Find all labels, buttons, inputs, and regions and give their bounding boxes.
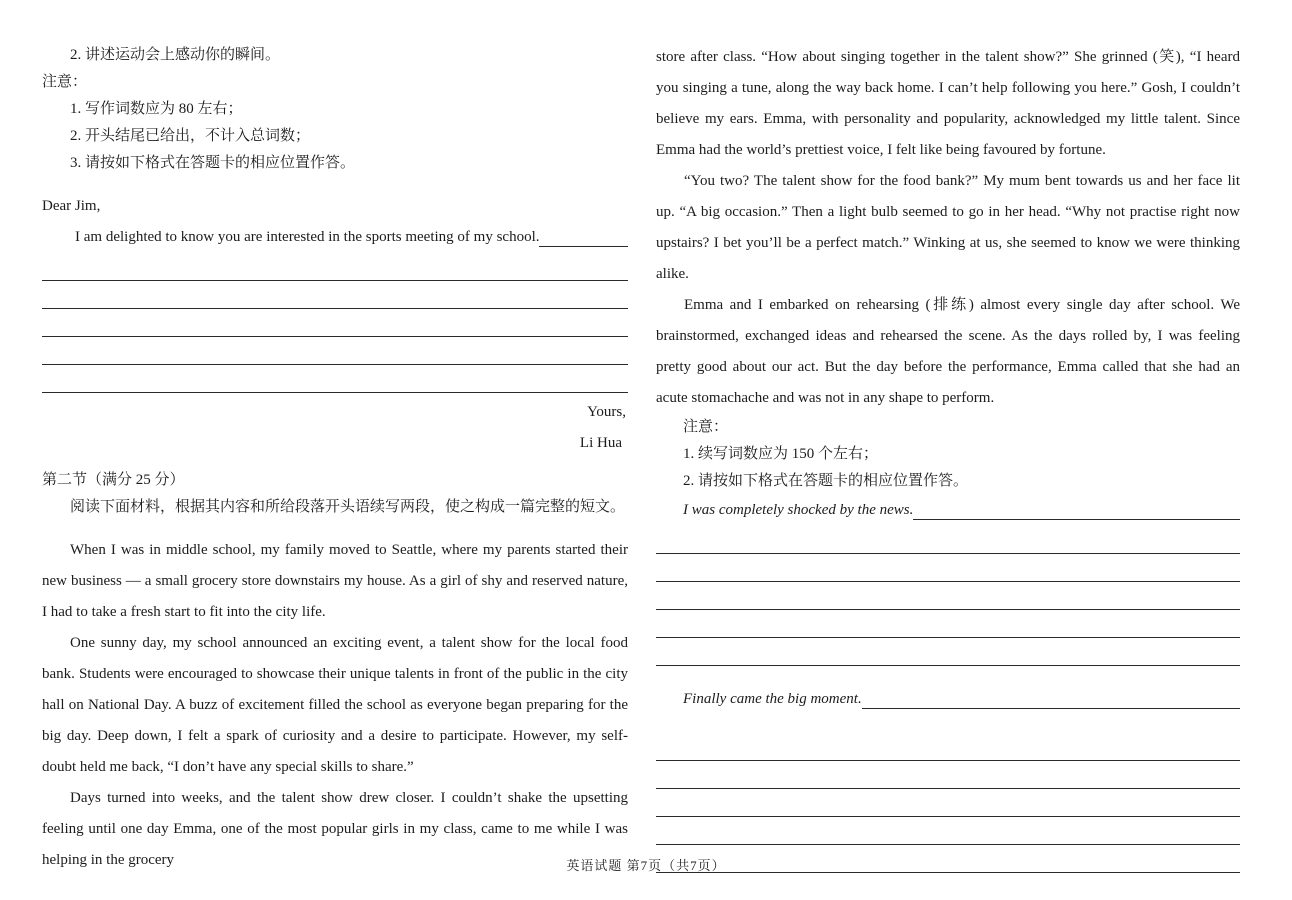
blank-rule (862, 708, 1240, 709)
notice-item-3: 3. 请按如下格式在答题卡的相应位置作答。 (70, 155, 356, 171)
blank-rule (539, 246, 628, 247)
continuation-prompt-2-line (656, 684, 1240, 715)
story-paragraph-4: store after class. “How about singing together in the talent show?” She grinned (笑), “I heard you singing a tune, along the way back home. I can’t help following you here.” Gosh, I couldn’t believe my ears. Emma, with personality and popularity, acknowledged my little talent. Since Emma had the world’s prettiest voice, I felt like being favoured by fortune. (656, 49, 1240, 158)
answer-lines-continuation-2 (656, 733, 1240, 873)
letter-closing-yours: Yours, (587, 404, 626, 420)
writing-line (656, 761, 1240, 789)
story-paragraph-2: One sunny day, my school announced an exciting event, a talent show for the local food bank. Students were encouraged to showcase their unique talents in front of the public in the city hall on National Day. A buzz of excitement filled the school as everyone began preparing for the big day. Deep down, I felt a spark of curiosity and a desire to participate. However, my self-doubt held me back, “I don’t have any special skills to share.” (42, 635, 628, 775)
answer-lines-continuation-1 (656, 526, 1240, 666)
writing-line (42, 337, 628, 365)
notice-label-continuation: 注意： (683, 419, 729, 435)
section2-instruction: 阅读下面材料，根据其内容和所给段落开头语续写两段，使之构成一篇完整的短文。 (70, 499, 626, 515)
continuation-prompt-1-line (656, 495, 1240, 526)
continuation-prompt-2-text: Finally came the big moment. (683, 691, 862, 707)
right-column (656, 42, 1240, 876)
page-footer: 英语试题 第7页（共7页） (566, 858, 726, 873)
notice-item-1: 1. 写作词数应为 80 左右； (70, 101, 243, 117)
writing-line (42, 281, 628, 309)
letter-opening-text: I am delighted to know you are interested in the sports meeting of my school. (75, 229, 540, 245)
continuation-notice-2: 2. 请按如下格式在答题卡的相应位置作答。 (683, 473, 969, 489)
writing-line (656, 610, 1240, 638)
blank-rule (913, 519, 1240, 520)
writing-line (42, 309, 628, 337)
continuation-prompt-1-text: I was completely shocked by the news. (683, 502, 914, 518)
story-paragraph-5: “You two? The talent show for the food bank?” My mum bent towards us and her face lit up. “A big occasion.” Then a light bulb seemed to go in her head. “Why not practise right now upstairs? I bet you’ll be a perfect match.” Winking at us, she seemed to know we were thinking alike. (656, 173, 1240, 282)
writing-line (656, 817, 1240, 845)
section2-heading: 第二节（满分 25 分） (42, 472, 185, 488)
story-paragraph-6: Emma and I embarked on rehearsing (排练) almost every single day after school. We brainstormed, exchanged ideas and rehearsed the scene. As the days rolled by, I was feeling pretty good about our act. But the day before the performance, Emma called that she had an acute stomachache and was not in any shape to perform. (656, 297, 1240, 406)
writing-line (656, 526, 1240, 554)
notice-label: 注意： (42, 74, 88, 90)
writing-line (656, 789, 1240, 817)
writing-line (42, 253, 628, 281)
story-paragraph-1: When I was in middle school, my family moved to Seattle, where my parents started their new business — a small grocery store downstairs my house. As a girl of shy and reserved nature, I had to take a fresh start to fit into the city life. (42, 542, 628, 620)
letter-opening-line (42, 222, 628, 253)
left-column (42, 42, 628, 876)
writing-line (656, 733, 1240, 761)
writing-line (656, 638, 1240, 666)
continuation-notice-1: 1. 续写词数应为 150 个左右； (683, 446, 879, 462)
notice-item-2: 2. 开头结尾已给出，不计入总词数； (70, 128, 311, 144)
story-paragraph-3: Days turned into weeks, and the talent show drew closer. I couldn’t shake the upsetting feeling until one day Emma, one of the most popular girls in my class, came to me while I was helping in the grocery (42, 790, 628, 868)
answer-lines-letter (42, 253, 628, 393)
writing-line (42, 365, 628, 393)
letter-closing-name: Li Hua (579, 435, 622, 451)
writing-line (656, 582, 1240, 610)
letter-salutation: Dear Jim, (42, 198, 101, 214)
writing-point-2: 2. 讲述运动会上感动你的瞬间。 (70, 47, 281, 63)
writing-line (656, 554, 1240, 582)
